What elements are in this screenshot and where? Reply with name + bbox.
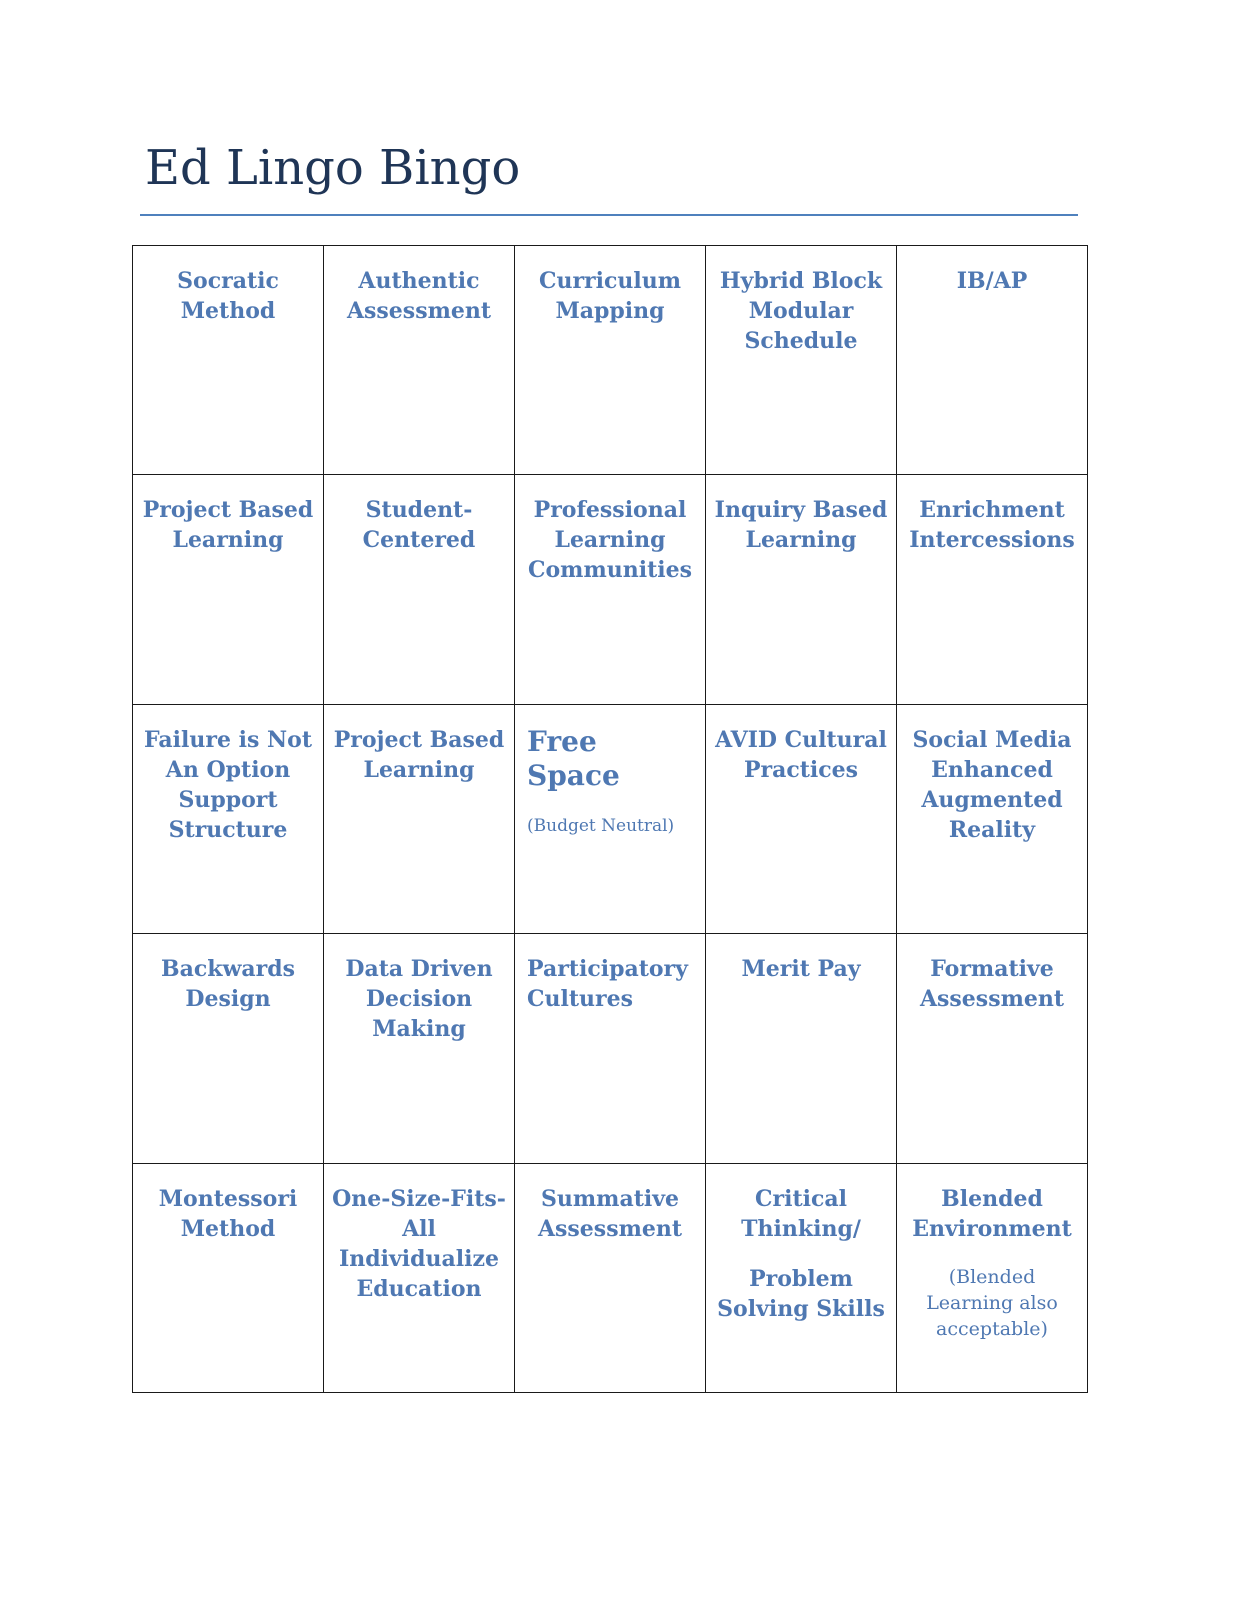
bingo-cell[interactable]: [515, 246, 706, 475]
cell-text: An Option: [165, 756, 291, 783]
bingo-grid: [132, 245, 1088, 1393]
cell-text: Project Based: [142, 497, 314, 524]
cell-text: Merit Pay: [741, 956, 861, 983]
bingo-cell[interactable]: [706, 934, 897, 1163]
bingo-cell[interactable]: [706, 704, 897, 933]
cell-text: Schedule: [744, 328, 858, 354]
bingo-cell[interactable]: [706, 246, 897, 475]
bingo-cell[interactable]: [897, 934, 1088, 1163]
cell-text: Environment: [912, 1215, 1072, 1242]
cell-text: One-Size-Fits-: [332, 1185, 506, 1212]
title-underline: [140, 214, 1078, 216]
bingo-cell[interactable]: [133, 934, 324, 1163]
cell-text: Learning: [172, 527, 284, 554]
bingo-cell[interactable]: [897, 246, 1088, 475]
bingo-cell[interactable]: [324, 704, 515, 933]
bingo-row: [133, 1163, 1088, 1392]
cell-spacer: [712, 1244, 890, 1264]
cell-text: Structure: [168, 816, 288, 843]
cell-text: Augmented: [921, 786, 1063, 813]
free-space-note: (Budget Neutral): [527, 815, 675, 836]
cell-text: Enrichment: [919, 497, 1065, 524]
bingo-cell[interactable]: [324, 1163, 515, 1392]
cell-text: IB/AP: [956, 268, 1028, 294]
cell-note: acceptable): [936, 1317, 1048, 1340]
bingo-cell[interactable]: [897, 704, 1088, 933]
cell-text: Participatory: [527, 956, 688, 983]
free-space-label: Free Space: [527, 724, 620, 792]
cell-text: Critical: [755, 1185, 847, 1212]
bingo-cell[interactable]: [324, 934, 515, 1163]
free-space-cell[interactable]: [515, 704, 706, 933]
bingo-cell[interactable]: [706, 475, 897, 704]
bingo-cell[interactable]: [515, 1163, 706, 1392]
cell-text: Decision: [365, 986, 473, 1013]
cell-text: Method: [180, 298, 276, 324]
cell-text: Formative: [930, 956, 1054, 983]
cell-text: Backwards: [160, 956, 296, 983]
bingo-cell[interactable]: [133, 475, 324, 704]
cell-text: Making: [372, 1016, 466, 1043]
cell-text: Inquiry Based: [714, 497, 888, 524]
bingo-cell[interactable]: [515, 934, 706, 1163]
page-title: Ed Lingo Bingo: [145, 140, 521, 196]
bingo-row: [133, 934, 1088, 1163]
cell-text: All: [402, 1215, 436, 1242]
bingo-cell[interactable]: [133, 704, 324, 933]
cell-text: Failure is Not: [144, 726, 312, 753]
cell-text: AVID Cultural: [715, 726, 887, 753]
cell-text: Problem: [749, 1265, 853, 1292]
bingo-cell[interactable]: [706, 1163, 897, 1392]
cell-text: Learning: [363, 756, 475, 783]
bingo-row: [133, 246, 1088, 475]
cell-text: Student-: [365, 497, 473, 524]
cell-text: Assessment: [919, 986, 1065, 1013]
cell-note: (Blended: [948, 1265, 1036, 1288]
cell-text: Montessori: [158, 1185, 298, 1212]
cell-text: Social Media: [912, 726, 1072, 753]
cell-text: Data Driven: [345, 956, 493, 983]
cell-text: Mapping: [555, 298, 665, 324]
bingo-cell[interactable]: [515, 475, 706, 704]
cell-text: Reality: [948, 816, 1036, 843]
cell-text: Support: [178, 786, 278, 813]
cell-text: Communities: [528, 557, 692, 584]
cell-text: Cultures: [527, 986, 633, 1013]
cell-text: Individualize: [338, 1245, 499, 1272]
cell-text: Thinking/: [741, 1215, 861, 1242]
bingo-row: [133, 704, 1088, 933]
bingo-cell[interactable]: [324, 475, 515, 704]
bingo-cell[interactable]: [897, 475, 1088, 704]
cell-text: Project Based: [333, 726, 505, 753]
cell-text: Authentic: [358, 268, 480, 294]
bingo-cell[interactable]: [133, 246, 324, 475]
cell-text: Enhanced: [931, 756, 1053, 783]
cell-text: Education: [356, 1275, 482, 1302]
cell-text: Practices: [743, 756, 859, 783]
cell-text: Design: [185, 986, 271, 1013]
cell-text: Intercessions: [909, 527, 1075, 554]
cell-text: Centered: [362, 527, 476, 554]
cell-text: Method: [180, 1215, 276, 1242]
cell-text: Assessment: [537, 1215, 683, 1242]
cell-text: Professional: [533, 497, 687, 524]
cell-text: Hybrid Block: [719, 268, 883, 294]
cell-text: Summative: [541, 1185, 679, 1212]
bingo-cell[interactable]: [324, 246, 515, 475]
bingo-row: [133, 475, 1088, 704]
bingo-cell[interactable]: [897, 1163, 1088, 1392]
cell-text: Modular: [748, 298, 854, 324]
cell-text: Curriculum: [538, 268, 682, 294]
cell-text: Solving Skills: [717, 1295, 885, 1322]
cell-text: Blended: [941, 1185, 1043, 1212]
cell-text: Learning: [554, 527, 666, 554]
cell-text: Learning: [745, 527, 857, 554]
cell-text: Assessment: [346, 298, 492, 324]
cell-text: Socratic: [177, 268, 279, 294]
cell-note: Learning also: [926, 1291, 1058, 1314]
bingo-cell[interactable]: [133, 1163, 324, 1392]
cell-spacer: [903, 1244, 1081, 1264]
